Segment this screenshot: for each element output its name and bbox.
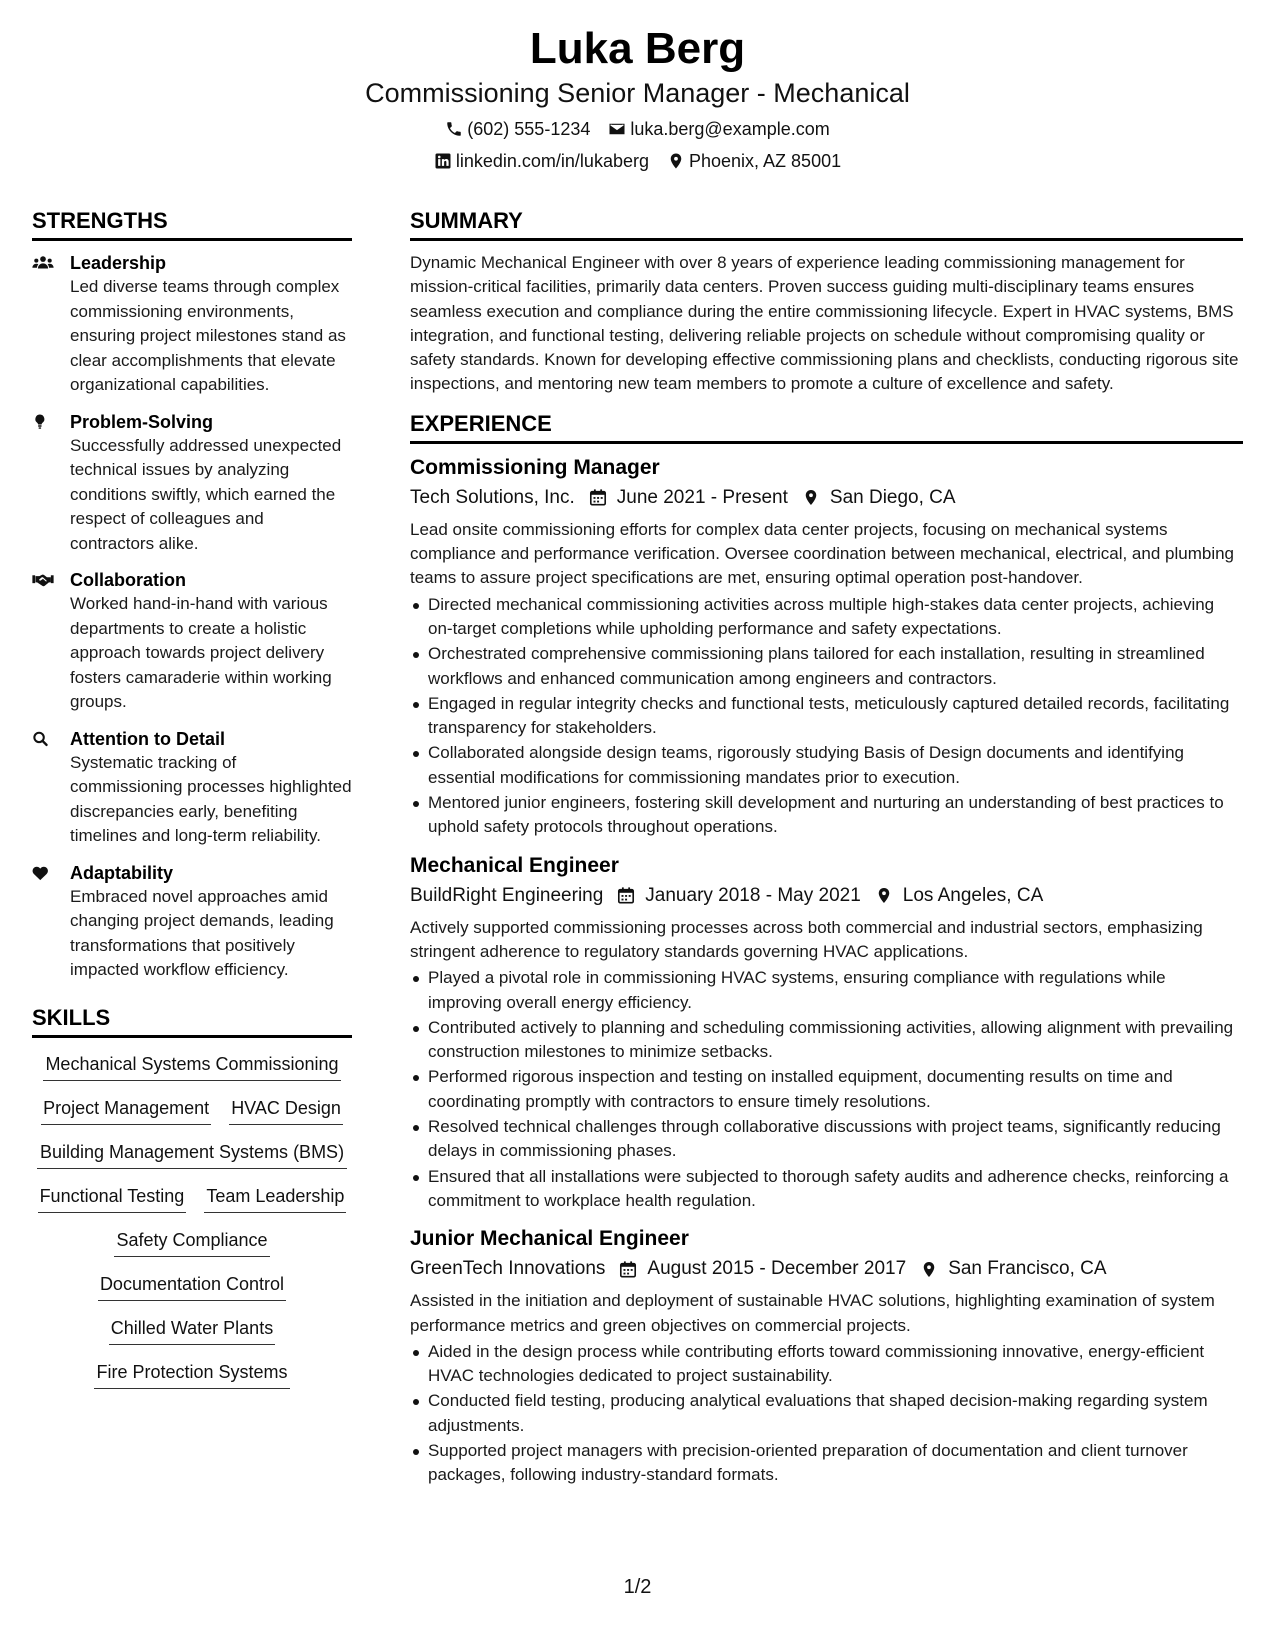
strength-desc: Led diverse teams through complex commissioning environments, ensuring project milestones stand as clear accomplishments that elevate organizational capabilities. (70, 277, 346, 394)
skill-tag: Chilled Water Plants (109, 1312, 275, 1345)
phone-icon (445, 120, 463, 138)
strength-name: Adaptability (70, 862, 174, 883)
skill-tag: Team Leadership (204, 1180, 346, 1213)
skill-tag: Functional Testing (38, 1180, 187, 1213)
map-pin-icon (802, 488, 820, 507)
job-title: Commissioning Manager (410, 455, 660, 479)
candidate-name: Luka Berg (529, 24, 746, 73)
job-bullet: Performed rigorous inspection and testing on installed equipment, documenting results on time and coordinating promptly with contractors to ensure timely resolutions. (410, 1065, 1243, 1114)
job-title: Mechanical Engineer (410, 853, 619, 877)
skill-tag: HVAC Design (229, 1092, 343, 1125)
job-entry (410, 454, 1243, 840)
job-bullets (410, 593, 1243, 840)
strength-desc: Successfully addressed unexpected technical issues by analyzing conditions swiftly, which earned the respect of colleagues and contractors alike. (70, 435, 342, 553)
skill-tag: Safety Compliance (114, 1224, 269, 1257)
job-bullet: Collaborated alongside design teams, rigorously studying Basis of Design documents and identifying essential modifications for commissioning mandates prior to execution. (410, 741, 1243, 790)
job-bullet: Conducted field testing, producing analytical evaluations that shaped decision-making regarding system adjustments. (410, 1389, 1243, 1438)
summary-heading: SUMMARY (410, 208, 1243, 241)
skill-tag: Project Management (41, 1092, 211, 1125)
contact-email[interactable] (608, 118, 829, 140)
page-number: 1/2 (623, 1576, 652, 1598)
job-bullet: Supported project managers with precision-oriented preparation of documentation and client turnover packages, following industry-standard formats. (410, 1439, 1243, 1488)
users-icon (32, 251, 70, 398)
heart-icon (32, 861, 70, 983)
job-bullet: Ensured that all installations were subjected to thorough safety audits and adherence checks, reinforcing a commitment to workplace health regulation. (410, 1165, 1243, 1214)
email-text[interactable]: luka.berg@example.com (630, 119, 830, 139)
contact-row-2 (0, 150, 1275, 172)
resume-header (0, 22, 1275, 172)
calendar-icon (619, 1260, 637, 1279)
strength-item (32, 251, 352, 398)
job-bullet: Engaged in regular integrity checks and functional tests, meticulously captured detailed records, facilitating transparency for stakeholders. (410, 692, 1243, 741)
strength-desc: Embraced novel approaches amid changing project demands, leading transformations that positively impacted workflow efficiency. (70, 886, 334, 979)
job-bullet: Resolved technical challenges through collaborative discussions with project teams, significantly reducing delays in commissioning phases. (410, 1115, 1243, 1164)
job-location: Los Angeles, CA (902, 884, 1044, 906)
left-column (32, 208, 352, 1400)
strength-desc: Worked hand-in-hand with various departments to create a holistic approach towards project delivery fosters camaraderie within working groups. (70, 594, 332, 711)
job-bullet: Mentored junior engineers, fostering skill development and nurturing an understanding of best practices to uphold safety protocols throughout operations. (410, 791, 1243, 840)
skill-tag: Building Management Systems (BMS) (37, 1136, 347, 1169)
calendar-icon (617, 886, 635, 905)
right-column (410, 208, 1243, 1500)
contact-phone (445, 118, 590, 140)
job-description: Assisted in the initiation and deployment of sustainable HVAC solutions, highlighting examination of system performance metrics and green objectives on commercial projects. (410, 1291, 1215, 1335)
lightbulb-icon (32, 410, 70, 557)
phone-text: (602) 555-1234 (467, 119, 591, 139)
job-location: San Diego, CA (829, 486, 956, 508)
skill-tag: Documentation Control (98, 1268, 286, 1301)
job-company: GreenTech Innovations (410, 1258, 606, 1280)
job-dates: January 2018 - May 2021 (645, 884, 861, 906)
strength-name: Attention to Detail (70, 728, 225, 749)
summary-text: Dynamic Mechanical Engineer with over 8 years of experience leading commissioning management for mission-critical facilities, primarily data centers. Proven success guiding multi-disciplinary teams ensures seamless execution and compliance during the entire commissioning lifecycle. Expert in HVAC systems, BMS integration, and functional testing, delivering reliable projects on schedule without compromising quality or safety standards. Known for developing effective commissioning plans and checklists, conducting rigorous site inspections, and mentoring new team members to promote a culture of excellence and safety. (410, 253, 1239, 394)
strength-item (32, 861, 352, 983)
job-company: BuildRight Engineering (410, 884, 604, 906)
job-entry (410, 852, 1243, 1214)
handshake-icon (32, 568, 70, 715)
map-pin-icon (667, 152, 685, 170)
experience-heading: EXPERIENCE (410, 411, 1243, 444)
skill-tag: Fire Protection Systems (94, 1356, 289, 1389)
strength-name: Problem-Solving (70, 411, 214, 432)
location-text: Phoenix, AZ 85001 (688, 151, 842, 171)
skills-section (32, 1005, 352, 1400)
strength-desc: Systematic tracking of commissioning processes highlighted discrepancies early, benefiting timelines and long-term reliability. (70, 752, 352, 845)
job-entry (410, 1225, 1243, 1487)
skill-tag: Mechanical Systems Commissioning (43, 1048, 340, 1081)
candidate-title: Commissioning Senior Manager - Mechanical (365, 78, 910, 108)
job-bullet: Orchestrated comprehensive commissioning plans tailored for each installation, resulting in streamlined workflows and enhanced communication among engineers and contractors. (410, 642, 1243, 691)
job-title: Junior Mechanical Engineer (410, 1227, 689, 1251)
job-meta (410, 1255, 1243, 1283)
search-icon (32, 727, 70, 849)
job-bullet: Directed mechanical commissioning activities across multiple high-stakes data center projects, achieving on-target completions while upholding performance and safety expectations. (410, 593, 1243, 642)
skills-heading: SKILLS (32, 1005, 352, 1038)
job-bullets (410, 1340, 1243, 1488)
strength-name: Leadership (70, 253, 167, 273)
job-description: Lead onsite commissioning efforts for complex data center projects, focusing on mechanical systems compliance and performance verification. Oversee coordination between mechanical, electrical, and plumbing teams to assure project specifications are met, ensuring optimal operation post-handover. (410, 519, 1235, 588)
map-pin-icon (875, 886, 893, 905)
contact-linkedin[interactable] (434, 150, 649, 172)
job-bullet: Contributed actively to planning and scheduling commissioning activities, allowing alignment with prevailing construction milestones to minimize setbacks. (410, 1016, 1243, 1065)
job-bullet: Played a pivotal role in commissioning HVAC systems, ensuring compliance with regulations while improving overall energy efficiency. (410, 966, 1243, 1015)
job-location: San Francisco, CA (948, 1258, 1107, 1280)
strength-item (32, 568, 352, 715)
strength-item (32, 410, 352, 557)
contact-location (667, 150, 841, 172)
job-dates: August 2015 - December 2017 (647, 1258, 907, 1280)
strength-item (32, 727, 352, 849)
skills-list (32, 1048, 352, 1400)
job-bullets (410, 966, 1243, 1213)
job-company: Tech Solutions, Inc. (410, 486, 575, 508)
job-description: Actively supported commissioning processes across both commercial and industrial sectors, emphasizing stringent adherence to regulatory standards governing HVAC applications. (410, 917, 1203, 961)
job-meta (410, 484, 1243, 512)
linkedin-icon (434, 152, 452, 170)
strengths-heading: STRENGTHS (32, 208, 352, 241)
calendar-icon (589, 488, 607, 507)
job-bullet: Aided in the design process while contributing efforts toward commissioning innovative, energy-efficient HVAC technologies dedicated to project sustainability. (410, 1340, 1243, 1389)
strength-name: Collaboration (70, 570, 186, 590)
map-pin-icon (920, 1260, 938, 1279)
contact-row-1 (0, 118, 1275, 140)
envelope-icon (608, 120, 626, 138)
linkedin-text[interactable]: linkedin.com/in/lukaberg (455, 151, 649, 171)
job-dates: June 2021 - Present (616, 486, 788, 508)
job-meta (410, 882, 1243, 910)
